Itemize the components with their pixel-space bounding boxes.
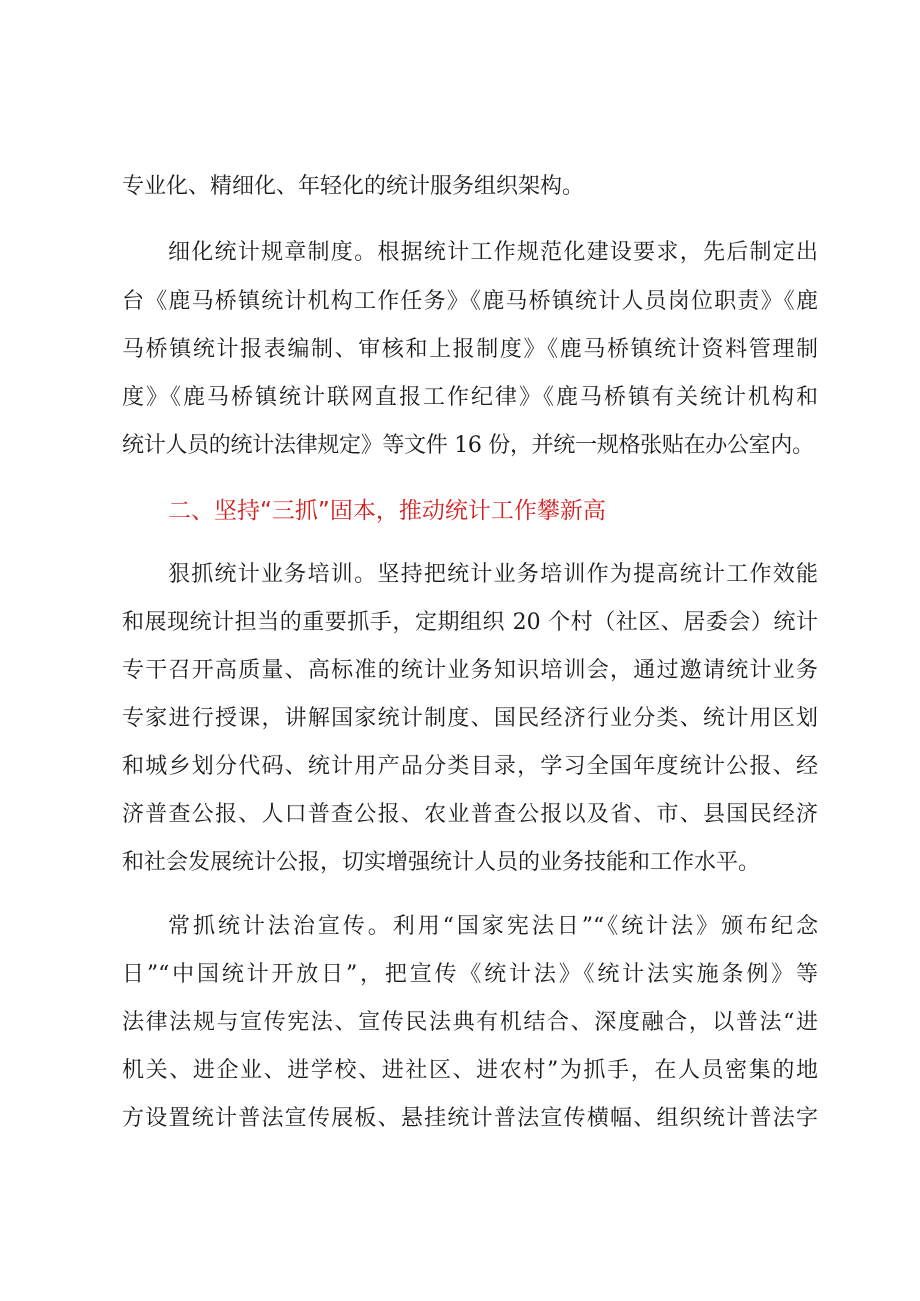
paragraph-line: 法律法规与宣传宪法、宣传民法典有机结合、深度融合，以普法“进 xyxy=(122,1010,818,1035)
paragraph-line: 日”“中国统计开放日”，把宣传《统计法》《统计法实施条例》等 xyxy=(122,962,818,987)
paragraph-line: 济普查公报、人口普查公报、农业普查公报以及省、市、县国民经济 xyxy=(122,802,818,827)
paragraph-line: 和城乡划分代码、统计用产品分类目录，学习全国年度统计公报、经 xyxy=(122,754,818,779)
paragraph-line: 专业化、精细化、年轻化的统计服务组织架构。 xyxy=(122,174,585,199)
paragraph-line: 专家进行授课，讲解国家统计制度、国民经济行业分类、统计用区划 xyxy=(122,706,818,731)
paragraph-first-line: 常抓统计法治宣传。利用“国家宪法日”“《统计法》颁布纪念 xyxy=(168,914,818,939)
paragraph-line: 马桥镇统计报表编制、审核和上报制度》《鹿马桥镇统计资料管理制 xyxy=(122,337,818,362)
paragraph-line: 台《鹿马桥镇统计机构工作任务》《鹿马桥镇统计人员岗位职责》《鹿 xyxy=(122,289,818,314)
paragraph-line: 方设置统计普法宣传展板、悬挂统计普法宣传横幅、组织统计普法字 xyxy=(122,1106,818,1131)
paragraph-line: 统计人员的统计法律规定》等文件 16 份，并统一规格张贴在办公室内。 xyxy=(122,433,814,458)
paragraph-first-line: 狠抓统计业务培训。坚持把统计业务培训作为提高统计工作效能 xyxy=(168,562,818,587)
paragraph-line: 专干召开高质量、高标准的统计业务知识培训会，通过邀请统计业务 xyxy=(122,658,818,683)
paragraph-line: 和展现统计担当的重要抓手，定期组织 20 个村（社区、居委会）统计 xyxy=(122,610,818,635)
paragraph-line: 度》《鹿马桥镇统计联网直报工作纪律》《鹿马桥镇有关统计机构和 xyxy=(122,385,818,410)
paragraph-first-line: 细化统计规章制度。根据统计工作规范化建设要求，先后制定出 xyxy=(168,240,818,265)
paragraph-line: 机关、进企业、进学校、进社区、进农村”为抓手，在人员密集的地 xyxy=(122,1058,818,1083)
paragraph-line: 和社会发展统计公报，切实增强统计人员的业务技能和工作水平。 xyxy=(122,850,761,875)
section-heading: 二、坚持“三抓”固本，推动统计工作攀新高 xyxy=(168,498,606,524)
